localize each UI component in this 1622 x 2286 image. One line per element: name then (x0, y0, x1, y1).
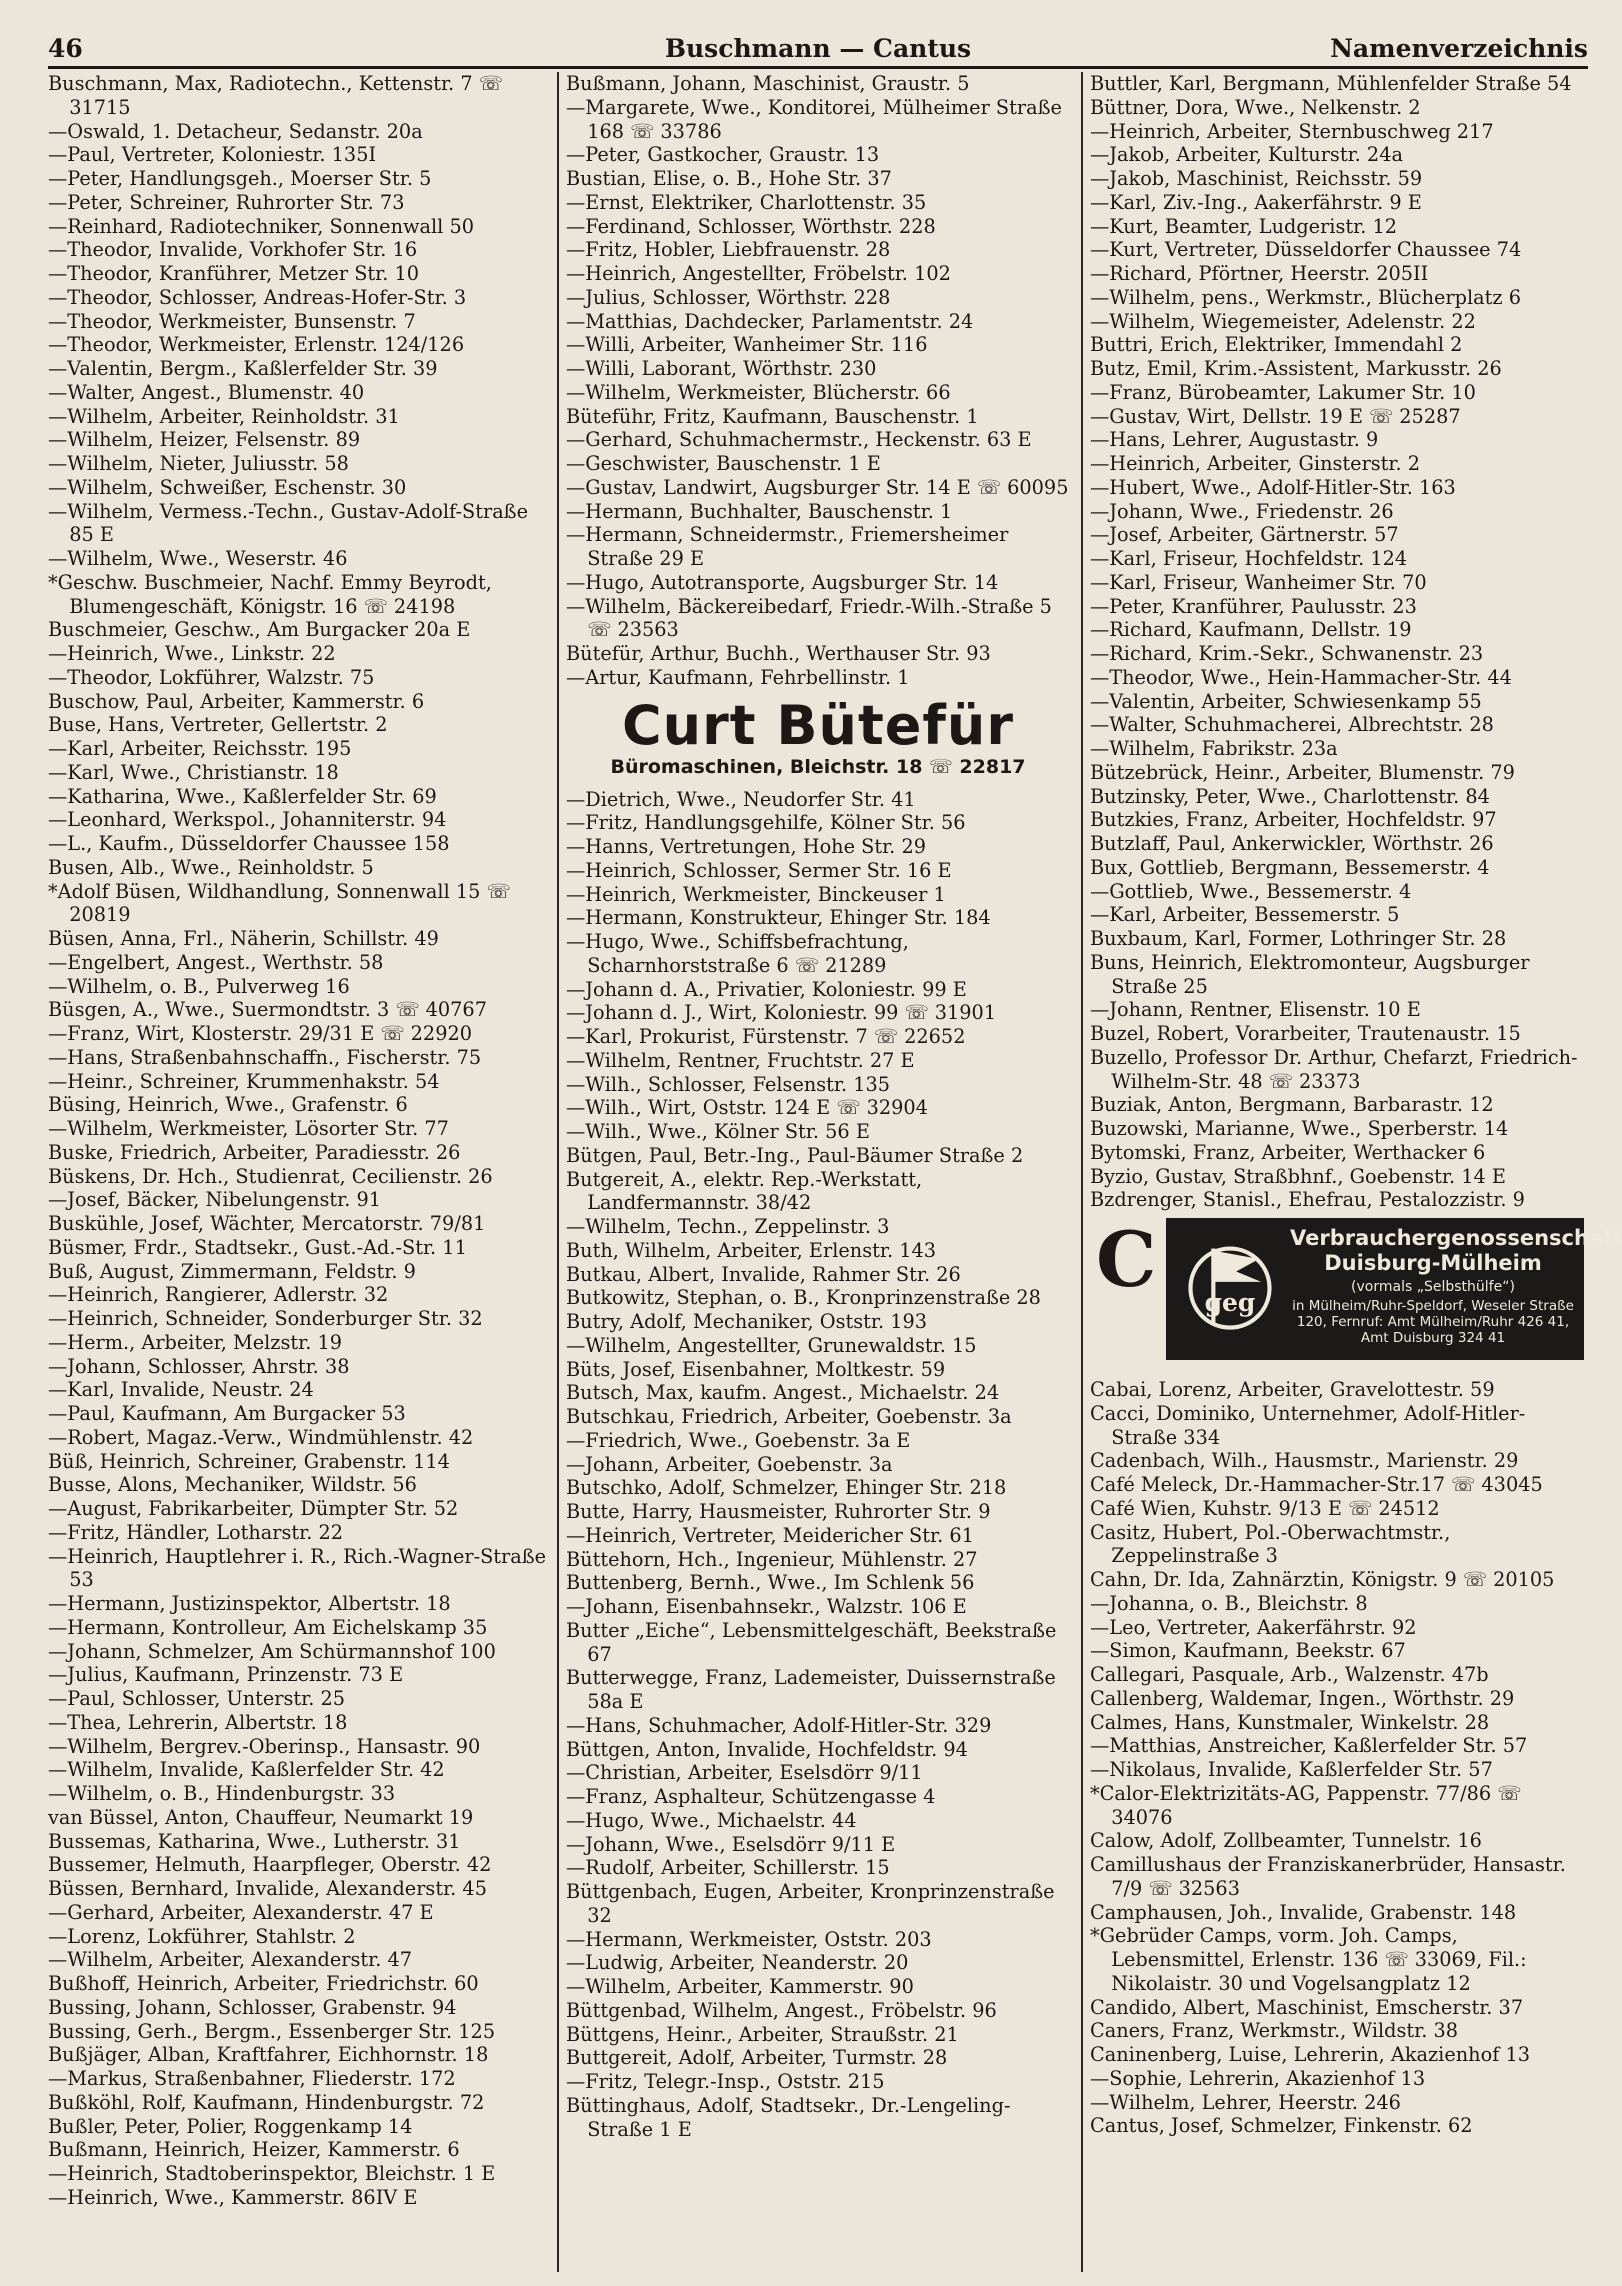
directory-entry: —Karl, Friseur, Hochfeldstr. 124 (1090, 547, 1408, 570)
directory-entry: Butsch, Max, kaufm. Angest., Michaelstr. 24 (566, 1381, 1000, 1405)
directory-entry: Buziak, Anton, Bergmann, Barbarastr. 12 (1090, 1093, 1494, 1117)
directory-entry: Butter „Eiche“, Lebensmittelgeschäft, Beekstraße 67 (566, 1618, 1057, 1666)
directory-entry: Cabai, Lorenz, Arbeiter, Gravelottestr. 59 (1090, 1378, 1495, 1401)
directory-entry: —Wilhelm, Invalide, Kaßlerfelder Str. 42 (48, 1758, 445, 1782)
directory-entry: Buschmann, Max, Radiotechn., Kettenstr. 7 ☏ 31715 (48, 72, 503, 119)
directory-entry: —Heinrich, Werkmeister, Binckeuser 1 (566, 882, 946, 906)
directory-entry: Buske, Friedrich, Arbeiter, Paradiesstr. 26 (48, 1140, 461, 1164)
directory-entry: Büssen, Bernhard, Invalide, Alexanderstr. 45 (48, 1877, 487, 1900)
ad-tagline: Büromaschinen, Bleichstr. 18 ☏ 22817 (610, 755, 1026, 778)
directory-entry: Café Wien, Kuhstr. 9/13 E ☏ 24512 (1090, 1496, 1440, 1520)
directory-entry: —Gerhard, Schuhmachermstr., Heckenstr. 63 E (566, 428, 1032, 452)
directory-entry: Busse, Alons, Mechaniker, Wildstr. 56 (48, 1473, 417, 1497)
ad-company-name: Curt Bütefür (622, 693, 1014, 757)
directory-entry: —Heinrich, Stadtoberinspektor, Bleichstr. 1 E (48, 2162, 496, 2185)
directory-entry: —Fritz, Handlungsgehilfe, Kölner Str. 56 (566, 811, 966, 835)
directory-entry: —Oswald, 1. Detacheur, Sedanstr. 20a (48, 119, 423, 143)
directory-entry: —Ferdinand, Schlosser, Wörthstr. 228 (566, 214, 936, 238)
directory-entry: —Kurt, Beamter, Ludgeristr. 12 (1090, 214, 1398, 238)
column-divider (1081, 72, 1083, 2272)
directory-entry: —Gottlieb, Wwe., Bessemerstr. 4 (1090, 879, 1412, 903)
directory-entry: —Robert, Magaz.-Verw., Windmühlenstr. 42 (48, 1425, 474, 1449)
directory-entry: Cadenbach, Wilh., Hausmstr., Marienstr. 29 (1090, 1449, 1519, 1473)
directory-entry: —Hans, Lehrer, Augustastr. 9 (1090, 428, 1379, 452)
directory-entry: —Wilhelm, Fabrikstr. 23a (1090, 737, 1338, 760)
directory-entry: Büsgen, A., Wwe., Suermondtstr. 3 ☏ 40767 (48, 998, 487, 1022)
directory-entry: Buß, August, Zimmermann, Feldstr. 9 (48, 1259, 416, 1283)
directory-entry: —Franz, Bürobeamter, Lakumer Str. 10 (1090, 380, 1476, 404)
directory-entry: —Ernst, Elektriker, Charlottenstr. 35 (566, 190, 927, 214)
column-3 (1090, 72, 1622, 2272)
directory-entry: —Willi, Arbeiter, Wanheimer Str. 116 (566, 333, 928, 357)
directory-entry: —Wilhelm, Rentner, Fruchtstr. 27 E (566, 1048, 915, 1072)
directory-entry: —Christian, Arbeiter, Eselsdörr 9/11 (566, 1761, 923, 1785)
directory-entry: —Karl, Friseur, Wanheimer Str. 70 (1090, 570, 1427, 594)
running-title: Buschmann — Cantus (664, 34, 972, 63)
directory-entry: —Josef, Bäcker, Nibelungenstr. 91 (48, 1188, 382, 1212)
column-1 (48, 72, 548, 2272)
directory-entry: —Karl, Arbeiter, Bessemerstr. 5 (1090, 903, 1400, 927)
directory-entry: —Valentin, Bergm., Kaßlerfelder Str. 39 (48, 357, 438, 380)
directory-entry: Büteführ, Fritz, Kaufmann, Bauschenstr. 1 (566, 404, 979, 428)
directory-entry: Büß, Heinrich, Schreiner, Grabenstr. 114 (48, 1449, 450, 1473)
directory-entry: Caners, Franz, Werkmstr., Wildstr. 38 (1090, 2019, 1459, 2043)
directory-entry: —Hermann, Konstrukteur, Ehinger Str. 184 (566, 906, 991, 930)
directory-entry: Bytomski, Franz, Arbeiter, Werthacker 6 (1090, 1140, 1486, 1164)
directory-entry: —Hermann, Justizinspektor, Albertstr. 18 (48, 1592, 451, 1615)
directory-entry: Callegari, Pasquale, Arb., Walzenstr. 47b (1090, 1663, 1489, 1686)
directory-entry: —Wilhelm, Werkmeister, Lösorter Str. 77 (48, 1117, 449, 1140)
directory-entry: Butschkau, Friedrich, Arbeiter, Goebenstr. 3a (566, 1405, 1012, 1428)
directory-entry: *Geschw. Buschmeier, Nachf. Emmy Beyrodt, Blumengeschäft, Königstr. 16 ☏ 24198 (48, 570, 492, 618)
directory-entry: —Sophie, Lehrerin, Akazienhof 13 (1090, 2066, 1426, 2090)
directory-entry: Bussing, Johann, Schlosser, Grabenstr. 94 (48, 1995, 457, 2019)
directory-entry: —Josef, Arbeiter, Gärtnerstr. 57 (1090, 523, 1399, 547)
directory-entry: Butte, Harry, Hausmeister, Ruhrorter Str. 9 (566, 1500, 991, 1523)
directory-entry: —Theodor, Lokführer, Walzstr. 75 (48, 665, 375, 689)
directory-entry: —Theodor, Wwe., Hein-Hammacher-Str. 44 (1090, 665, 1512, 689)
directory-entry: —Hermann, Schneidermstr., Friemersheimer Straße 29 E (566, 523, 1009, 570)
directory-entry: —Leo, Vertreter, Aakerfährstr. 92 (1090, 1615, 1417, 1639)
directory-entry: —Theodor, Invalide, Vorkhofer Str. 16 (48, 238, 418, 262)
directory-entry: —Hanns, Vertretungen, Hohe Str. 29 (566, 835, 926, 858)
directory-entry: Buttenberg, Bernh., Wwe., Im Schlenk 56 (566, 1571, 975, 1595)
directory-entry: Butzlaff, Paul, Ankerwickler, Wörthstr. 26 (1090, 832, 1494, 855)
directory-entry: Cantus, Josef, Schmelzer, Finkenstr. 62 (1090, 2114, 1473, 2138)
directory-entry: —Theodor, Werkmeister, Bunsenstr. 7 (48, 309, 416, 333)
directory-entry: —Johann, Eisenbahnsekr., Walzstr. 106 E (566, 1595, 967, 1618)
directory-entry: —Jakob, Maschinist, Reichsstr. 59 (1090, 167, 1423, 190)
directory-entry: —Artur, Kaufmann, Fehrbellinstr. 1 (566, 665, 910, 689)
directory-entry: —Wilhelm, Angestellter, Grunewaldstr. 15 (566, 1333, 977, 1357)
directory-entry: Büsmer, Frdr., Stadtsekr., Gust.-Ad.-Str. 11 (48, 1235, 467, 1259)
directory-entry: Butry, Adolf, Mechaniker, Oststr. 193 (566, 1310, 928, 1333)
directory-entry: —Leonhard, Werkspol., Johanniterstr. 94 (48, 808, 447, 832)
directory-entry: —Hugo, Autotransporte, Augsburger Str. 14 (566, 570, 999, 594)
directory-entry: —Theodor, Werkmeister, Erlenstr. 124/126 (48, 333, 465, 357)
directory-entry: —Herm., Arbeiter, Melzstr. 19 (48, 1330, 342, 1354)
directory-entry: —Wilhelm, o. B., Pulverweg 16 (48, 974, 350, 998)
directory-entry: —Engelbert, Angest., Werthstr. 58 (48, 950, 384, 974)
directory-entry: —Friedrich, Wwe., Goebenstr. 3a E (566, 1428, 911, 1452)
directory-entry: Büskens, Dr. Hch., Studienrat, Cecilienstr. 26 (48, 1164, 493, 1188)
directory-entry: Butschko, Adolf, Schmelzer, Ehinger Str. 218 (566, 1476, 1007, 1500)
directory-entry: Buttgereit, Adolf, Arbeiter, Turmstr. 28 (566, 2046, 948, 2070)
directory-entry: —Thea, Lehrerin, Albertstr. 18 (48, 1710, 348, 1734)
directory-entry: Buth, Wilhelm, Arbeiter, Erlenstr. 143 (566, 1238, 937, 1262)
coop-address: in Mülheim/Ruhr-Speldorf, Weseler Straße 120, Fernruf: Amt Mülheim/Ruhr 426 41, Amt Duisburg 324 41 (1292, 1298, 1574, 1346)
directory-entry: Büttinghaus, Adolf, Stadtsekr., Dr.-Lengeling-Straße 1 E (566, 2093, 1011, 2141)
column-2 (566, 72, 1070, 2272)
directory-entry: Bux, Gottlieb, Bergmann, Bessemerstr. 4 (1090, 855, 1490, 879)
page-header (48, 28, 1588, 69)
directory-entry: Bütefür, Arthur, Buchh., Werthauser Str. 93 (566, 642, 991, 665)
directory-entry: —Geschwister, Bauschenstr. 1 E (566, 452, 881, 475)
directory-entry: —Fritz, Händler, Lotharstr. 22 (48, 1520, 344, 1544)
directory-entry: Buschow, Paul, Arbeiter, Kammerstr. 6 (48, 689, 425, 713)
directory-entry: —Willi, Laborant, Wörthstr. 230 (566, 357, 877, 380)
coop-advertisement (1166, 1218, 1622, 1360)
directory-entry: —Peter, Schreiner, Ruhrorter Str. 73 (48, 190, 405, 214)
directory-entry: Büttner, Dora, Wwe., Nelkenstr. 2 (1090, 95, 1421, 119)
directory-entry: Büts, Josef, Eisenbahner, Moltkestr. 59 (566, 1357, 946, 1381)
directory-entry: —Julius, Kaufmann, Prinzenstr. 73 E (48, 1663, 404, 1687)
directory-entry: Buzel, Robert, Vorarbeiter, Trautenaustr. 15 (1090, 1022, 1521, 1045)
directory-entry: —Heinr., Schreiner, Krummenhakstr. 54 (48, 1069, 440, 1093)
directory-entry: —Richard, Krim.-Sekr., Schwanenstr. 23 (1090, 642, 1484, 665)
directory-entry: Büttgen, Anton, Invalide, Hochfeldstr. 94 (566, 1737, 968, 1761)
directory-entry: —Heinrich, Wwe., Kammerstr. 86IV E (48, 2185, 418, 2209)
directory-entry: —Peter, Kranführer, Paulusstr. 23 (1090, 594, 1417, 618)
directory-entry: —Wilhelm, o. B., Hindenburgstr. 33 (48, 1782, 396, 1805)
directory-entry: —Peter, Gastkocher, Graustr. 13 (566, 143, 880, 167)
directory-entry: Calmes, Hans, Kunstmaler, Winkelstr. 28 (1090, 1710, 1490, 1734)
section-title: Namenverzeichnis (1330, 34, 1588, 63)
directory-entry: Büttehorn, Hch., Ingenieur, Mühlenstr. 27 (566, 1547, 978, 1571)
directory-entry: —Heinrich, Vertreter, Meidericher Str. 61 (566, 1523, 974, 1547)
directory-entry: Buzowski, Marianne, Wwe., Sperberstr. 14 (1090, 1117, 1509, 1140)
directory-entry: —Hans, Schuhmacher, Adolf-Hitler-Str. 329 (566, 1713, 992, 1737)
directory-entry: *Adolf Büsen, Wildhandlung, Sonnenwall 15 ☏ 20819 (48, 879, 511, 927)
directory-entry: —Wilhelm, Wiegemeister, Adelenstr. 22 (1090, 309, 1476, 333)
directory-entry: Caninenberg, Luise, Lehrerin, Akazienhof 13 (1090, 2043, 1531, 2066)
directory-entry: —Wilhelm, Vermess.-Techn., Gustav-Adolf-Straße 85 E (48, 499, 528, 547)
directory-entry: —Paul, Kaufmann, Am Burgacker 53 (48, 1402, 406, 1425)
directory-entry: —Valentin, Arbeiter, Schwiesenkamp 55 (1090, 689, 1482, 713)
directory-entry: —Heinrich, Rangierer, Adlerstr. 32 (48, 1283, 389, 1307)
directory-entry: Bußköhl, Rolf, Kaufmann, Hindenburgstr. 72 (48, 2090, 485, 2114)
directory-entry: —Reinhard, Radiotechniker, Sonnenwall 50 (48, 214, 474, 238)
directory-entry: —August, Fabrikarbeiter, Dümpter Str. 52 (48, 1497, 459, 1520)
directory-entry: *Calor-Elektrizitäts-AG, Pappenstr. 77/86 ☏ 34076 (1090, 1781, 1522, 1829)
directory-entry: Bußmann, Johann, Maschinist, Graustr. 5 (566, 72, 970, 95)
directory-entry: —Wilh., Wirt, Oststr. 124 E ☏ 32904 (566, 1096, 928, 1120)
directory-entry: —Wilhelm, Arbeiter, Reinholdstr. 31 (48, 404, 400, 428)
directory-entry: —Wilhelm, Lehrer, Heerstr. 246 (1090, 2090, 1401, 2114)
directory-entry: Bussing, Gerh., Bergm., Essenberger Str. 125 (48, 2019, 496, 2043)
directory-entry: —Wilhelm, Heizer, Felsenstr. 89 (48, 428, 361, 452)
directory-entry: —Margarete, Wwe., Konditorei, Mülheimer Straße 168 ☏ 33786 (566, 95, 1062, 143)
directory-entry: —Wilh., Wwe., Kölner Str. 56 E (566, 1120, 870, 1143)
coop-former-name: (vormals „Selbsthülfe“) (1351, 1279, 1515, 1295)
directory-entry: —Gustav, Landwirt, Augsburger Str. 14 E ☏ 60095 (566, 475, 1069, 499)
directory-entry: —Heinrich, Arbeiter, Sternbuschweg 217 (1090, 119, 1494, 143)
directory-entry: —Matthias, Anstreicher, Kaßlerfelder Str. 57 (1090, 1734, 1528, 1758)
directory-entry: Camphausen, Joh., Invalide, Grabenstr. 148 (1090, 1900, 1517, 1924)
directory-entry: —Heinrich, Angestellter, Fröbelstr. 102 (566, 262, 951, 285)
column-divider (557, 72, 559, 2272)
directory-entry: Büttgenbad, Wilhelm, Angest., Fröbelstr. 96 (566, 1998, 997, 2022)
directory-entry: —Lorenz, Lokführer, Stahlstr. 2 (48, 1924, 356, 1948)
directory-entry: —Heinrich, Hauptlehrer i. R., Rich.-Wagner-Straße 53 (48, 1544, 547, 1592)
directory-entry: —Karl, Ziv.-Ing., Aakerfährstr. 9 E (1090, 190, 1422, 214)
directory-entry: —Hubert, Wwe., Adolf-Hitler-Str. 163 (1090, 475, 1456, 499)
directory-entry: —Karl, Invalide, Neustr. 24 (48, 1378, 314, 1402)
directory-entry: *Gebrüder Camps, vorm. Joh. Camps, Lebensmittel, Erlenstr. 136 ☏ 33069, Fil.: Nikolaistr. 30 und Vogelsangplatz 12 (1090, 1924, 1527, 1995)
directory-entry: Büsen, Anna, Frl., Näherin, Schillstr. 49 (48, 927, 439, 950)
directory-entry: —Wilhelm, Nieter, Juliusstr. 58 (48, 452, 349, 475)
directory-entry: Bußjäger, Alban, Kraftfahrer, Eichhornstr. 18 (48, 2043, 489, 2067)
directory-entry: Buttler, Karl, Bergmann, Mühlenfelder Straße 54 (1090, 72, 1572, 95)
directory-entry: —Richard, Pförtner, Heerstr. 205II (1090, 262, 1429, 285)
directory-entry: —Hans, Straßenbahnschaffn., Fischerstr. 75 (48, 1045, 482, 1069)
directory-entry: —Wilhelm, Techn., Zeppelinstr. 3 (566, 1215, 890, 1238)
directory-entry: —Simon, Kaufmann, Beekstr. 67 (1090, 1639, 1406, 1663)
directory-entry: —Wilhelm, Bäckereibedarf, Friedr.-Wilh.-Straße 5 ☏ 23563 (566, 594, 1052, 642)
directory-entry: Busen, Alb., Wwe., Reinholdstr. 5 (48, 855, 374, 879)
directory-entry: Büttgens, Heinr., Arbeiter, Straußstr. 21 (566, 2022, 959, 2046)
directory-entry: —Hermann, Kontrolleur, Am Eichelskamp 35 (48, 1615, 488, 1639)
directory-entry: —Franz, Asphalteur, Schützengasse 4 (566, 1785, 936, 1808)
directory-entry: —Wilhelm, Arbeiter, Alexanderstr. 47 (48, 1948, 412, 1972)
directory-entry: —Wilhelm, Bergrev.-Oberinsp., Hansastr. 90 (48, 1734, 481, 1758)
directory-entry: —Theodor, Kranführer, Metzer Str. 10 (48, 262, 420, 285)
directory-entry: Bustian, Elise, o. B., Hohe Str. 37 (566, 167, 892, 190)
directory-entry: —Markus, Straßenbahner, Fliederstr. 172 (48, 2067, 456, 2090)
directory-entry: Bützebrück, Heinr., Arbeiter, Blumenstr. 79 (1090, 760, 1515, 784)
directory-entry: —Johann d. A., Privatier, Koloniestr. 99 E (566, 977, 967, 1001)
directory-entry: —Johann, Arbeiter, Goebenstr. 3a (566, 1452, 893, 1476)
directory-entry: —Hugo, Wwe., Michaelstr. 44 (566, 1808, 857, 1832)
directory-entry: —Wilhelm, Schweißer, Eschenstr. 30 (48, 475, 407, 499)
page-number: 46 (48, 34, 83, 63)
directory-entry: —Karl, Wwe., Christianstr. 18 (48, 760, 339, 784)
directory-entry: —Johann, Schlosser, Ahrstr. 38 (48, 1354, 350, 1378)
directory-entry: Butgereit, A., elektr. Rep.-Werkstatt, Landfermannstr. 38/42 (566, 1167, 923, 1215)
directory-entry: —Jakob, Arbeiter, Kulturstr. 24a (1090, 143, 1403, 167)
coop-name: Verbrauchergenossenschaft (1290, 1226, 1622, 1250)
directory-entry: —Ludwig, Arbeiter, Neanderstr. 20 (566, 1951, 909, 1975)
directory-entry: Callenberg, Waldemar, Ingen., Wörthstr. 29 (1090, 1686, 1515, 1710)
directory-entry: —Fritz, Telegr.-Insp., Oststr. 215 (566, 2070, 885, 2093)
directory-entry: —Theodor, Schlosser, Andreas-Hofer-Str. 3 (48, 285, 467, 309)
directory-entry: Buns, Heinrich, Elektromonteur, Augsburger Straße 25 (1090, 950, 1530, 998)
directory-entry: —Johann d. J., Wirt, Koloniestr. 99 ☏ 31901 (566, 1001, 997, 1025)
directory-entry: —Fritz, Hobler, Liebfrauenstr. 28 (566, 238, 891, 262)
directory-entry: —Walter, Schuhmacherei, Albrechtstr. 28 (1090, 713, 1494, 737)
directory-entry: Büsing, Heinrich, Wwe., Grafenstr. 6 (48, 1093, 408, 1117)
directory-entry: —Matthias, Dachdecker, Parlamentstr. 24 (566, 309, 974, 333)
directory-entry: Camillushaus der Franziskanerbrüder, Hansastr. 7/9 ☏ 32563 (1090, 1853, 1566, 1900)
directory-entry: Cahn, Dr. Ida, Zahnärztin, Königstr. 9 ☏ 20105 (1090, 1568, 1555, 1591)
directory-entry: —Richard, Kaufmann, Dellstr. 19 (1090, 618, 1412, 642)
directory-entry: —Wilhelm, Arbeiter, Kammerstr. 90 (566, 1975, 914, 1998)
directory-entry: —Paul, Schlosser, Unterstr. 25 (48, 1687, 346, 1710)
directory-entry: Buzello, Professor Dr. Arthur, Chefarzt, Friedrich-Wilhelm-Str. 48 ☏ 23373 (1090, 1045, 1578, 1093)
directory-entry: —Dietrich, Wwe., Neudorfer Str. 41 (566, 787, 916, 811)
logo-text: geg (1204, 1287, 1256, 1317)
directory-entry: Bzdrenger, Stanisl., Ehefrau, Pestalozzistr. 9 (1090, 1188, 1525, 1212)
directory-entry: Café Meleck, Dr.-Hammacher-Str.17 ☏ 43045 (1090, 1473, 1543, 1496)
directory-entry: Bußhoff, Heinrich, Arbeiter, Friedrichstr. 60 (48, 1972, 479, 1995)
directory-entry: —Wilh., Schlosser, Felsenstr. 135 (566, 1072, 891, 1096)
directory-entry: —Heinrich, Schlosser, Sermer Str. 16 E (566, 858, 952, 882)
directory-entry: —Karl, Prokurist, Fürstenstr. 7 ☏ 22652 (566, 1025, 966, 1048)
directory-entry: —L., Kaufm., Düsseldorfer Chaussee 158 (48, 832, 450, 855)
directory-entry: Butzkies, Franz, Arbeiter, Hochfeldstr. 97 (1090, 808, 1497, 832)
directory-entry: —Johann, Rentner, Elisenstr. 10 E (1090, 998, 1421, 1022)
directory-entry: van Büssel, Anton, Chauffeur, Neumarkt 19 (48, 1805, 474, 1829)
directory-entry: Buttri, Erich, Elektriker, Immendahl 2 (1090, 333, 1463, 357)
directory-entry: Bussemer, Helmuth, Haarpfleger, Oberstr. 42 (48, 1853, 492, 1877)
directory-entry: —Rudolf, Arbeiter, Schillerstr. 15 (566, 1856, 890, 1880)
letter-c-section (1090, 1215, 1622, 1368)
directory-entry: Buskühle, Josef, Wächter, Mercatorstr. 79/81 (48, 1212, 486, 1235)
directory-entry: —Peter, Handlungsgeh., Moerser Str. 5 (48, 167, 432, 190)
directory-entry: —Hermann, Buchhalter, Bauschenstr. 1 (566, 499, 953, 523)
directory-entry: —Paul, Vertreter, Koloniestr. 135I (48, 143, 377, 167)
directory-entry: Butkowitz, Stephan, o. B., Kronprinzenstraße 28 (566, 1286, 1041, 1310)
directory-entry: Butkau, Albert, Invalide, Rahmer Str. 26 (566, 1262, 961, 1286)
directory-entry: —Johann, Wwe., Friedenstr. 26 (1090, 499, 1394, 523)
directory-entry: Candido, Albert, Maschinist, Emscherstr. 37 (1090, 1995, 1524, 2019)
directory-entry: Buschmeier, Geschw., Am Burgacker 20a E (48, 618, 471, 642)
directory-entry: —Julius, Schlosser, Wörthstr. 228 (566, 285, 891, 309)
directory-entry: —Walter, Angest., Blumenstr. 40 (48, 380, 365, 404)
directory-entry: —Gerhard, Arbeiter, Alexanderstr. 47 E (48, 1900, 434, 1924)
directory-entry: Buse, Hans, Vertreter, Gellertstr. 2 (48, 713, 388, 737)
directory-entry: —Franz, Wirt, Klosterstr. 29/31 E ☏ 22920 (48, 1022, 472, 1045)
directory-entry: Büttgenbach, Eugen, Arbeiter, Kronprinzenstraße 32 (566, 1880, 1055, 1927)
directory-entry: Calow, Adolf, Zollbeamter, Tunnelstr. 16 (1090, 1829, 1482, 1853)
directory-entry: —Wilhelm, Wwe., Weserstr. 46 (48, 547, 348, 570)
directory-entry: —Kurt, Vertreter, Düsseldorfer Chaussee 74 (1090, 238, 1522, 262)
directory-entry: Bußler, Peter, Polier, Roggenkamp 14 (48, 2114, 413, 2138)
directory-entry: —Nikolaus, Invalide, Kaßlerfelder Str. 57 (1090, 1758, 1493, 1781)
geg-logo-icon (1178, 1234, 1282, 1338)
directory-entry: —Hugo, Wwe., Schiffsbefrachtung, Scharnhorststraße 6 ☏ 21289 (566, 930, 909, 977)
curt-butefur-advertisement (566, 693, 1070, 778)
directory-entry: —Johanna, o. B., Bleichstr. 8 (1090, 1591, 1368, 1615)
section-letter: C (1096, 1215, 1157, 1304)
directory-entry: —Gustav, Wirt, Dellstr. 19 E ☏ 25287 (1090, 404, 1461, 428)
directory-entry: —Wilhelm, pens., Werkmstr., Blücherplatz 6 (1090, 285, 1521, 309)
directory-entry: Butterwegge, Franz, Lademeister, Duissernstraße 58a E (566, 1666, 1056, 1713)
directory-entry: —Katharina, Wwe., Kaßlerfelder Str. 69 (48, 784, 437, 808)
directory-entry: Bussemas, Katharina, Wwe., Lutherstr. 31 (48, 1829, 461, 1853)
directory-entry: Byzio, Gustav, Straßbhnf., Goebenstr. 14 E (1090, 1164, 1506, 1188)
directory-entry: Buxbaum, Karl, Former, Lothringer Str. 28 (1090, 927, 1507, 950)
directory-entry: —Heinrich, Wwe., Linkstr. 22 (48, 642, 336, 665)
directory-entry: Bußmann, Heinrich, Heizer, Kammerstr. 6 (48, 2138, 460, 2162)
directory-entry: —Johann, Schmelzer, Am Schürmannshof 100 (48, 1639, 496, 1663)
coop-city: Duisburg-Mülheim (1324, 1251, 1542, 1275)
directory-entry: —Wilhelm, Werkmeister, Blücherstr. 66 (566, 380, 951, 404)
directory-entry: Casitz, Hubert, Pol.-Oberwachtmstr., Zeppelinstraße 3 (1090, 1520, 1451, 1568)
directory-entry: —Heinrich, Arbeiter, Ginsterstr. 2 (1090, 452, 1421, 475)
directory-entry: —Karl, Arbeiter, Reichsstr. 195 (48, 737, 352, 760)
directory-entry: Butz, Emil, Krim.-Assistent, Markusstr. 26 (1090, 357, 1502, 380)
directory-entry: Bütgen, Paul, Betr.-Ing., Paul-Bäumer Straße 2 (566, 1143, 1024, 1167)
directory-entry: —Hermann, Werkmeister, Oststr. 203 (566, 1927, 932, 1951)
directory-entry: —Johann, Wwe., Eselsdörr 9/11 E (566, 1832, 896, 1856)
directory-entry: Cacci, Dominiko, Unternehmer, Adolf-Hitler-Straße 334 (1090, 1401, 1526, 1449)
directory-entry: —Heinrich, Schneider, Sonderburger Str. 32 (48, 1307, 483, 1330)
directory-entry: Butzinsky, Peter, Wwe., Charlottenstr. 84 (1090, 784, 1490, 808)
